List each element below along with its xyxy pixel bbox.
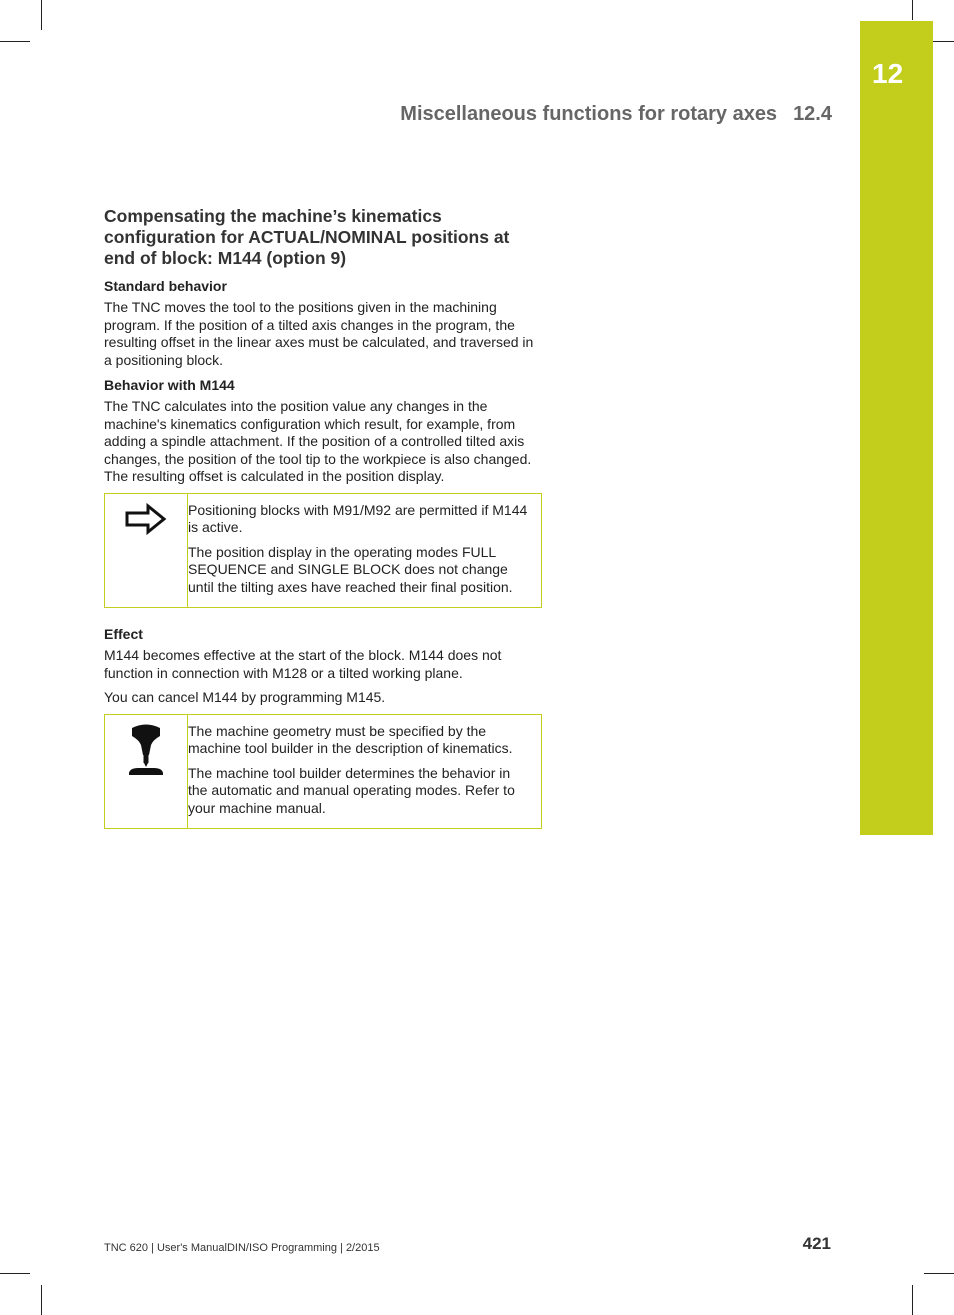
chapter-number: 12 [872, 58, 904, 89]
running-head-section: 12.4 [793, 103, 832, 125]
running-head-title: Miscellaneous functions for rotary axes [400, 103, 778, 125]
page-number: 421 [802, 1234, 831, 1253]
effect-title: Effect [104, 626, 143, 642]
effect-text-1: M144 becomes effective at the start of the block. M144 does not function in connection with M128 or a tilted working plane. [104, 647, 502, 681]
crop-mark [0, 41, 30, 42]
machine-note [104, 714, 542, 830]
chapter-tab [860, 21, 933, 835]
standard-behavior-title: Standard behavior [104, 278, 227, 294]
machine-note-text [187, 715, 541, 829]
info-note [104, 493, 542, 609]
machine-tool-icon [105, 715, 187, 829]
crop-mark [912, 0, 913, 20]
behavior-m144-text: The TNC calculates into the position value any changes in the machine's kinematics configuration which result, for example, from adding a spindle attachment. If the position of a controlled tilted axis changes, the position of the tool tip to the workpiece is also changed. The resulting offset is calculated in the position display. [104, 398, 532, 484]
info-note-p2: The position display in the operating modes FULL SEQUENCE and SINGLE BLOCK does not change until the tilting axes have reached their final position. [188, 543, 513, 595]
crop-mark [0, 1273, 30, 1274]
arrow-right-icon [105, 494, 187, 608]
machine-note-p1: The machine geometry must be specified by the machine tool builder in the description of kinematics. [188, 722, 513, 756]
crop-mark [41, 0, 42, 30]
crop-mark [924, 1273, 954, 1274]
standard-behavior-text: The TNC moves the tool to the positions given in the machining program. If the position of a tilted axis changes in the program, the resulting offset in the linear axes must be calculated, and traversed in a positioning block. [104, 299, 534, 368]
info-note-p1: Positioning blocks with M91/M92 are permitted if M144 is active. [188, 501, 528, 535]
crop-mark [41, 1285, 42, 1315]
footer-text: TNC 620 | User's ManualDIN/ISO Programming | 2/2015 [104, 1242, 380, 1254]
main-content [104, 206, 544, 829]
behavior-m144-title: Behavior with M144 [104, 377, 235, 393]
info-note-text [187, 494, 541, 608]
crop-mark [912, 1285, 913, 1315]
effect-text-2: You can cancel M144 by programming M145. [104, 689, 386, 705]
section-heading: Compensating the machine’s kinematics configuration for ACTUAL/NOMINAL positions at end of block: M144 (option 9) [104, 206, 510, 268]
running-head [400, 103, 832, 126]
machine-note-p2: The machine tool builder determines the behavior in the automatic and manual operating modes. Refer to your machine manual. [188, 764, 515, 816]
